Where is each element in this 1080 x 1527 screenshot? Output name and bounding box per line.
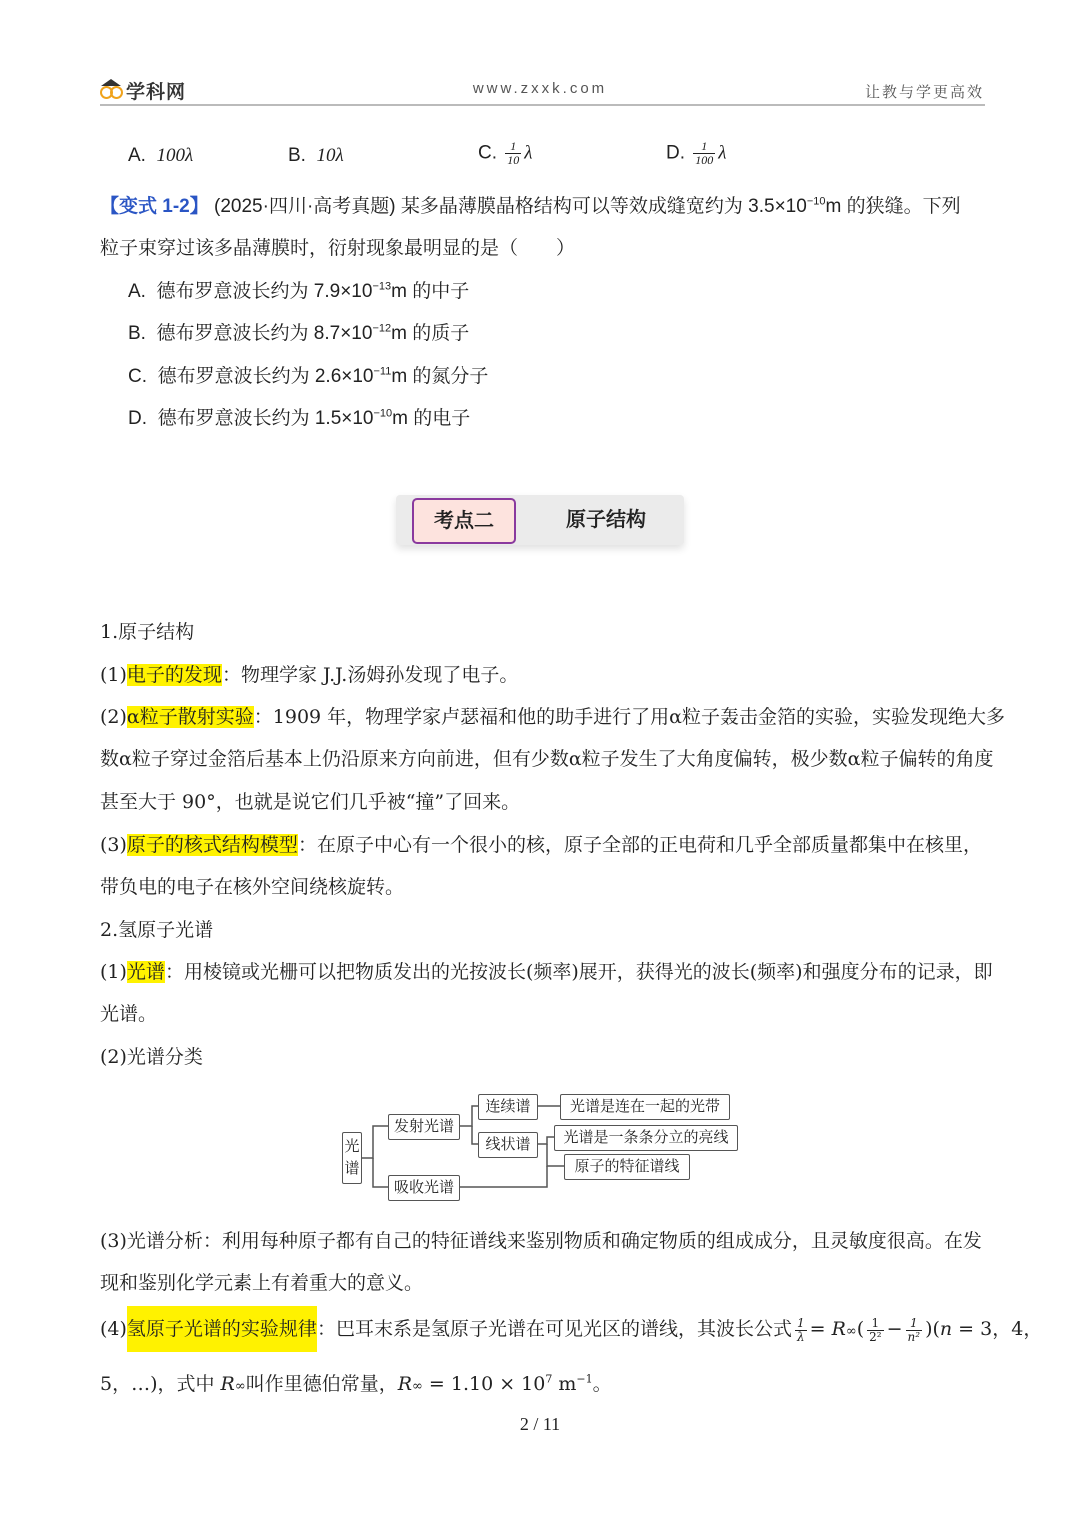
logo-text: 学科网 — [126, 81, 187, 103]
para-nuclear-model: (3)原子的核式结构模型：在原子中心有一个很小的核，原子全部的正电荷和几乎全部质量都集中在核里， — [100, 834, 982, 856]
heading-hydrogen-spectrum: 2.氢原子光谱 — [100, 919, 214, 941]
diagram-root: 光谱 — [342, 1132, 362, 1184]
diagram-continuous: 连续谱 — [478, 1094, 538, 1120]
prev-option-c: C. $\frac{1}{10}$ λ — [478, 139, 533, 167]
para-spectrum-analysis: (3)光谱分析：利用每种原子都有自己的特征谱线来鉴别物质和确定物质的组成成分，且灵敏度很高。在发 — [100, 1230, 982, 1252]
question-stem-line2: 粒子束穿过该多晶薄膜时，衍射现象最明显的是（ ） — [100, 238, 576, 259]
question-stem-line1: 【变式 1-2】 (2025·四川·高考真题) 某多晶薄膜晶格结构可以等效成缝宽约为 $3.5\times 10^{-10}m$ 的狭缝。下列 — [100, 195, 961, 217]
para-spectrum-analysis-line2: 现和鉴别化学元素上有着重大的意义。 — [100, 1272, 424, 1294]
option-a: A. 德布罗意波长约为 $7.9\times 10^{-13}m$ 的中子 — [128, 280, 470, 302]
option-c: C. 德布罗意波长约为 $2.6\times 10^{-11}m$ 的氮分子 — [128, 365, 489, 387]
highlight: 原子的核式结构模型 — [126, 834, 298, 856]
prev-option-d: D. $\frac{1}{100}$ λ — [666, 139, 727, 167]
section-tag: 考点二 — [412, 498, 516, 544]
prev-option-b: B. 10λ — [288, 145, 344, 166]
para-spectrum: (1)光谱：用棱镜或光栅可以把物质发出的光按波长(频率)展开，获得光的波长(频率)和强度分布的记录，即 — [100, 961, 993, 983]
para-alpha-scattering: (2)α粒子散射实验：1909 年，物理学家卢瑟福和他的助手进行了用α粒子轰击金箔的实验，实验发现绝大多 — [100, 706, 1005, 728]
para-balmer-law: (4)氢原子光谱的实验规律：巴耳末系是氢原子光谱在可见光区的谱线，其波长公式 $\frac{1}{\lambda}$ = R∞( $\frac{1}{\text{2²}}$ − $\frac{1}{\text{n²}}$ )(n = 3，4， — [100, 1306, 1042, 1355]
diagram-line-spectrum: 线状谱 — [478, 1132, 538, 1158]
page-number: 2 / 11 — [519, 1414, 561, 1434]
formula-lhs: $\frac{1}{\lambda}$ — [796, 1315, 805, 1344]
diagram-continuous-desc: 光谱是连在一起的光带 — [560, 1094, 730, 1120]
header-divider — [100, 104, 985, 106]
diagram-characteristic: 原子的特征谱线 — [564, 1154, 690, 1180]
section-title: 原子结构 — [566, 509, 646, 531]
highlight: 光谱 — [126, 961, 165, 983]
highlight: 氢原子光谱的实验规律 — [127, 1306, 317, 1352]
para-spectrum-classification: (2)光谱分类 — [100, 1046, 203, 1068]
para-nuclear-model-line2: 带负电的电子在核外空间绕核旋转。 — [100, 876, 405, 898]
para-spectrum-line2: 光谱。 — [100, 1003, 158, 1025]
option-d: D. 德布罗意波长约为 $1.5\times 10^{-10}m$ 的电子 — [128, 407, 471, 429]
question-tag: 【变式 1-2】 — [100, 196, 209, 217]
para-balmer-law-line2: 5，…)，式中 R∞叫作里德伯常量，$R\infty = 1.10 \times 10^7$ $m^{-1}$。 — [100, 1372, 612, 1395]
diagram-line-desc: 光谱是一条条分立的亮线 — [554, 1125, 738, 1151]
diagram-emission: 发射光谱 — [388, 1114, 460, 1140]
para-alpha-scattering-line3: 甚至大于 90°，也就是说它们几乎被“撞”了回来。 — [100, 791, 521, 813]
highlight: 电子的发现 — [126, 664, 222, 686]
highlight: α粒子散射实验 — [126, 706, 254, 728]
para-alpha-scattering-line2: 数α粒子穿过金箔后基本上仍沿原来方向前进，但有少数α粒子发生了大角度偏转，极少数α粒子偏转的角度 — [100, 748, 994, 770]
diagram-absorption: 吸收光谱 — [388, 1175, 460, 1201]
heading-atomic-structure: 1.原子结构 — [100, 621, 195, 643]
prev-option-a: A. 100λ — [128, 145, 194, 166]
para-electron-discovery: (1)电子的发现：物理学家 J.J.汤姆孙发现了电子。 — [100, 664, 519, 686]
slogan: 让教与学更高效 — [864, 84, 984, 101]
option-b: B. 德布罗意波长约为 $8.7\times 10^{-12}m$ 的质子 — [128, 322, 470, 344]
site-url: www.zxxk.com — [472, 80, 608, 97]
